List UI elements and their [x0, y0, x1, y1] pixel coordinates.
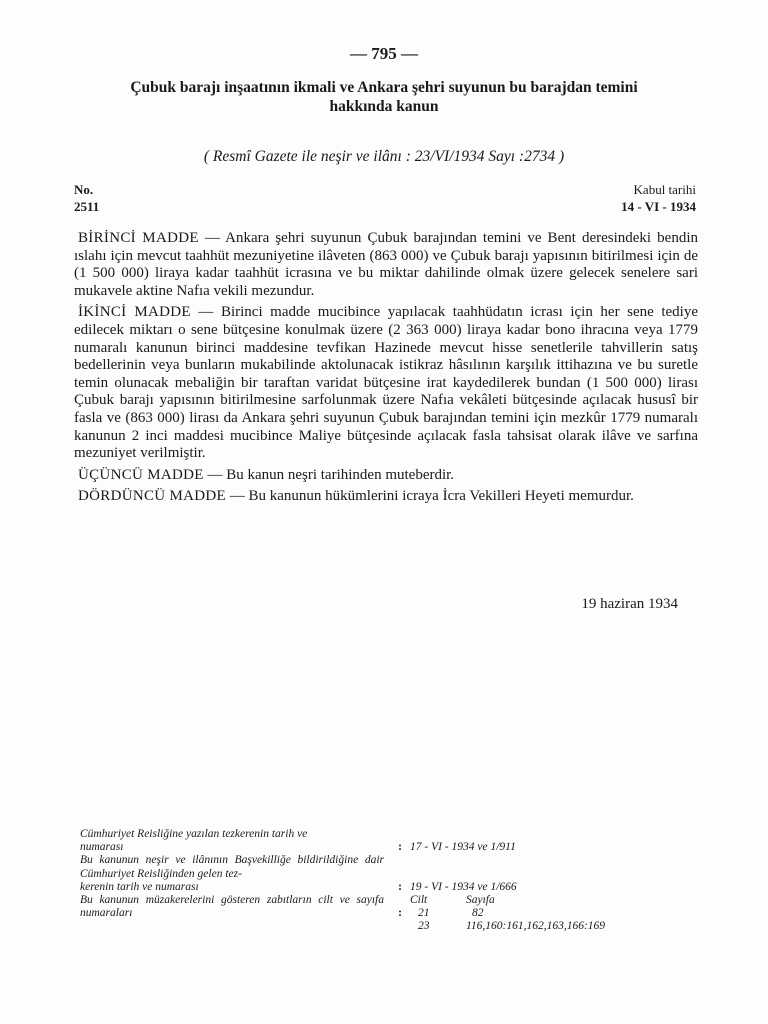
article-heading: İKİNCİ MADDE [78, 304, 191, 321]
gazette-publication-line: ( Resmî Gazete ile neşir ve ilânı : 23/VI/1934 Sayı :2734 ) [203, 148, 565, 165]
volume-header: Cilt [410, 894, 428, 907]
page-number: — 795 — [350, 44, 418, 63]
article-heading: BİRİNCİ MADDE [78, 230, 199, 246]
article-heading: DÖRDÜNCÜ MADDE [78, 488, 226, 505]
article-2 [74, 304, 698, 462]
article-heading: ÜÇÜNCÜ MADDE [78, 466, 204, 483]
footnote-2-text-a: Bu kanunun neşir ve ilânının Başvekilliğe bildirildiğine dair Cümhuriyet Reisliğinden gelen tez- [80, 854, 384, 880]
volume-1: 21 [418, 907, 430, 920]
law-body [74, 230, 698, 510]
article-text: — Birinci madde mucibince yapılacak taahhüdatın icrası için her sene tediye edilecek miktarı o sene bütçesine konulmak üzere (2 363 000) liraya kadar bono ihracına veya 1779 numaralı kanunun birinci maddesine tevfikan Hazinede mevcut hisse senetlerile tahvillerin satış bedellerinin veya bunların mukabilinde aktolunacak istikraz hâsılının karşılık ittihazına ve bu suretle temin olunacak mebaliğin bir taraftan varidat bütçesine irat kaydedilerek bundan (1 500 000) lirası Çubuk barajı yapısının bitirilmesine sarfolunmak üzere Nafıa vekâleti bütçesinde açılacak hususî bir fasla ve (863 000) lirası da Ankara şehri suyunun Çubuk barajından temini için mezkûr 1779 numaralı kanunun 2 inci maddesi mucibince Maliye bütçesinde açılacak fasla tahsisat olarak ilâve ve sarfına mezuniyet verilmiştir. [74, 304, 698, 462]
footnote-3-text: Bu kanunun müzakerelerini gösteren zabıtların cilt ve sayıfa numaraları [80, 894, 384, 920]
footnote-colon: : [398, 880, 402, 893]
law-number [74, 181, 99, 215]
acceptance-date-label: Kabul tarihi [633, 182, 696, 197]
signature-date: 19 haziran 1934 [581, 596, 678, 612]
acceptance-date [621, 181, 696, 215]
law-title-line-1: Çubuk barajı inşaatının ikmali ve Ankara şehri suyunun bu barajdan temini [130, 79, 638, 96]
footnote-1-value: 17 - VI - 1934 ve 1/911 [410, 841, 516, 854]
article-text: — Ankara şehri suyunun Çubuk barajından temini ve Bent deresindeki bendin ıslahı için mevcut taahhüt mezuniyetine ilâveten (863 000) ve Çubuk barajı yapısının bitirilmesi için de (1 500 000) liraya kadar taahhüt icrasına ve bu miktar dahilinde olmak üzere gelecek senelere sari mukavele aktine Nafıa vekili mezundur. [74, 230, 699, 299]
footnote-1-text-a: Cümhuriyet Reisliğine yazılan tezkerenin tarih ve [80, 828, 308, 840]
footnote-2-value: 19 - VI - 1934 ve 1/666 [410, 880, 517, 893]
footnotes [80, 828, 640, 934]
article-4 [74, 488, 698, 506]
footnote-row-1 [80, 828, 640, 854]
volume-page-table [410, 894, 640, 934]
pages-2: 116,160:161,162,163,166:169 [466, 920, 606, 933]
law-title-line-2: hakkında kanun [329, 98, 439, 115]
footnote-colon: : [398, 841, 402, 854]
law-number-label: No. [74, 182, 94, 197]
page-header: Sayıfa [466, 894, 495, 907]
acceptance-date-value: 14 - VI - 1934 [621, 199, 696, 214]
law-title [60, 78, 708, 116]
volume-2: 23 [418, 920, 430, 933]
article-text: — Bu kanunun hükümlerini icraya İcra Vekilleri Heyeti memurdur. [225, 488, 634, 505]
footnote-row-2 [80, 854, 640, 894]
law-number-value: 2511 [74, 199, 100, 214]
footnote-2-text-b: kerenin tarih ve numarası [80, 880, 199, 893]
article-text: — Bu kanun neşri tarihinden muteberdir. [203, 466, 455, 483]
footnote-1-text-b: numarası [80, 841, 124, 854]
footnote-colon: : [398, 907, 402, 920]
pages-1: 82 [472, 907, 484, 920]
footnote-row-3 [80, 894, 640, 934]
article-3 [74, 467, 698, 485]
article-1 [74, 230, 698, 300]
